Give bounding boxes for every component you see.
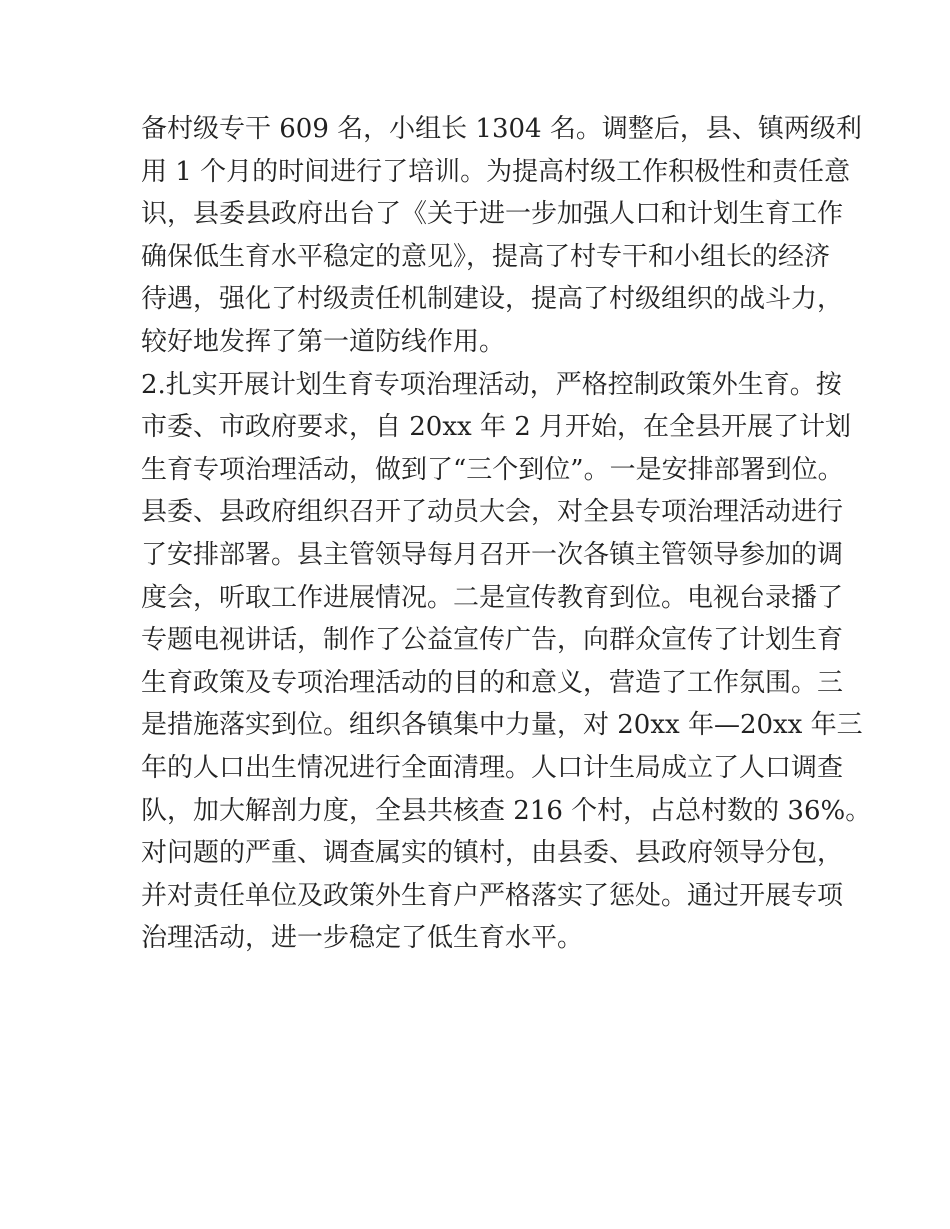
text-line: 治理活动，进一步稳定了低生育水平。: [141, 923, 584, 954]
text-line: 专题电视讲话，制作了公益宣传广告，向群众宣传了计划生育: [141, 625, 844, 656]
text-line: 识，县委县政府出台了《关于进一步加强人口和计划生育工作: [141, 199, 844, 230]
text-line: 用 1 个月的时间进行了培训。为提高村级工作积极性和责任意: [141, 156, 851, 187]
text-line: 备村级专干 609 名，小组长 1304 名。调整后，县、镇两级利: [141, 114, 862, 144]
text-line: 县委、县政府组织召开了动员大会，对全县专项治理活动进行: [141, 497, 844, 528]
text-line: 年的人口出生情况进行全面清理。人口计生局成立了人口调查: [141, 752, 844, 783]
text-line: 并对责任单位及政策外生育户严格落实了惩处。通过开展专项: [141, 880, 844, 911]
text-line: 对问题的严重、调查属实的镇村，由县委、县政府领导分包，: [141, 838, 844, 869]
text-line: 市委、市政府要求，自 20xx 年 2 月开始，在全县开展了计划: [141, 412, 852, 443]
text-line: 生育专项治理活动，做到了“三个到位”。一是安排部署到位。: [141, 454, 844, 485]
text-line: 2.扎实开展计划生育专项治理活动，严格控制政策外生育。按: [141, 369, 842, 400]
text-line: 队，加大解剖力度，全县共核查 216 个村，占总村数的 36%。: [141, 795, 872, 826]
body-text: [141, 108, 872, 960]
text-line: 了安排部署。县主管领导每月召开一次各镇主管领导参加的调: [141, 539, 844, 570]
text-line: 度会，听取工作进展情况。二是宣传教育到位。电视台录播了: [141, 582, 844, 613]
text-line: 生育政策及专项治理活动的目的和意义，营造了工作氛围。三: [141, 667, 844, 698]
text-line: 较好地发挥了第一道防线作用。: [141, 326, 506, 357]
text-line: 待遇，强化了村级责任机制建设，提高了村级组织的战斗力，: [141, 284, 844, 315]
text-line: 是措施落实到位。组织各镇集中力量，对 20xx 年—20xx 年三: [141, 710, 863, 741]
text-line: 确保低生育水平稳定的意见》，提高了村专干和小组长的经济: [141, 241, 831, 272]
